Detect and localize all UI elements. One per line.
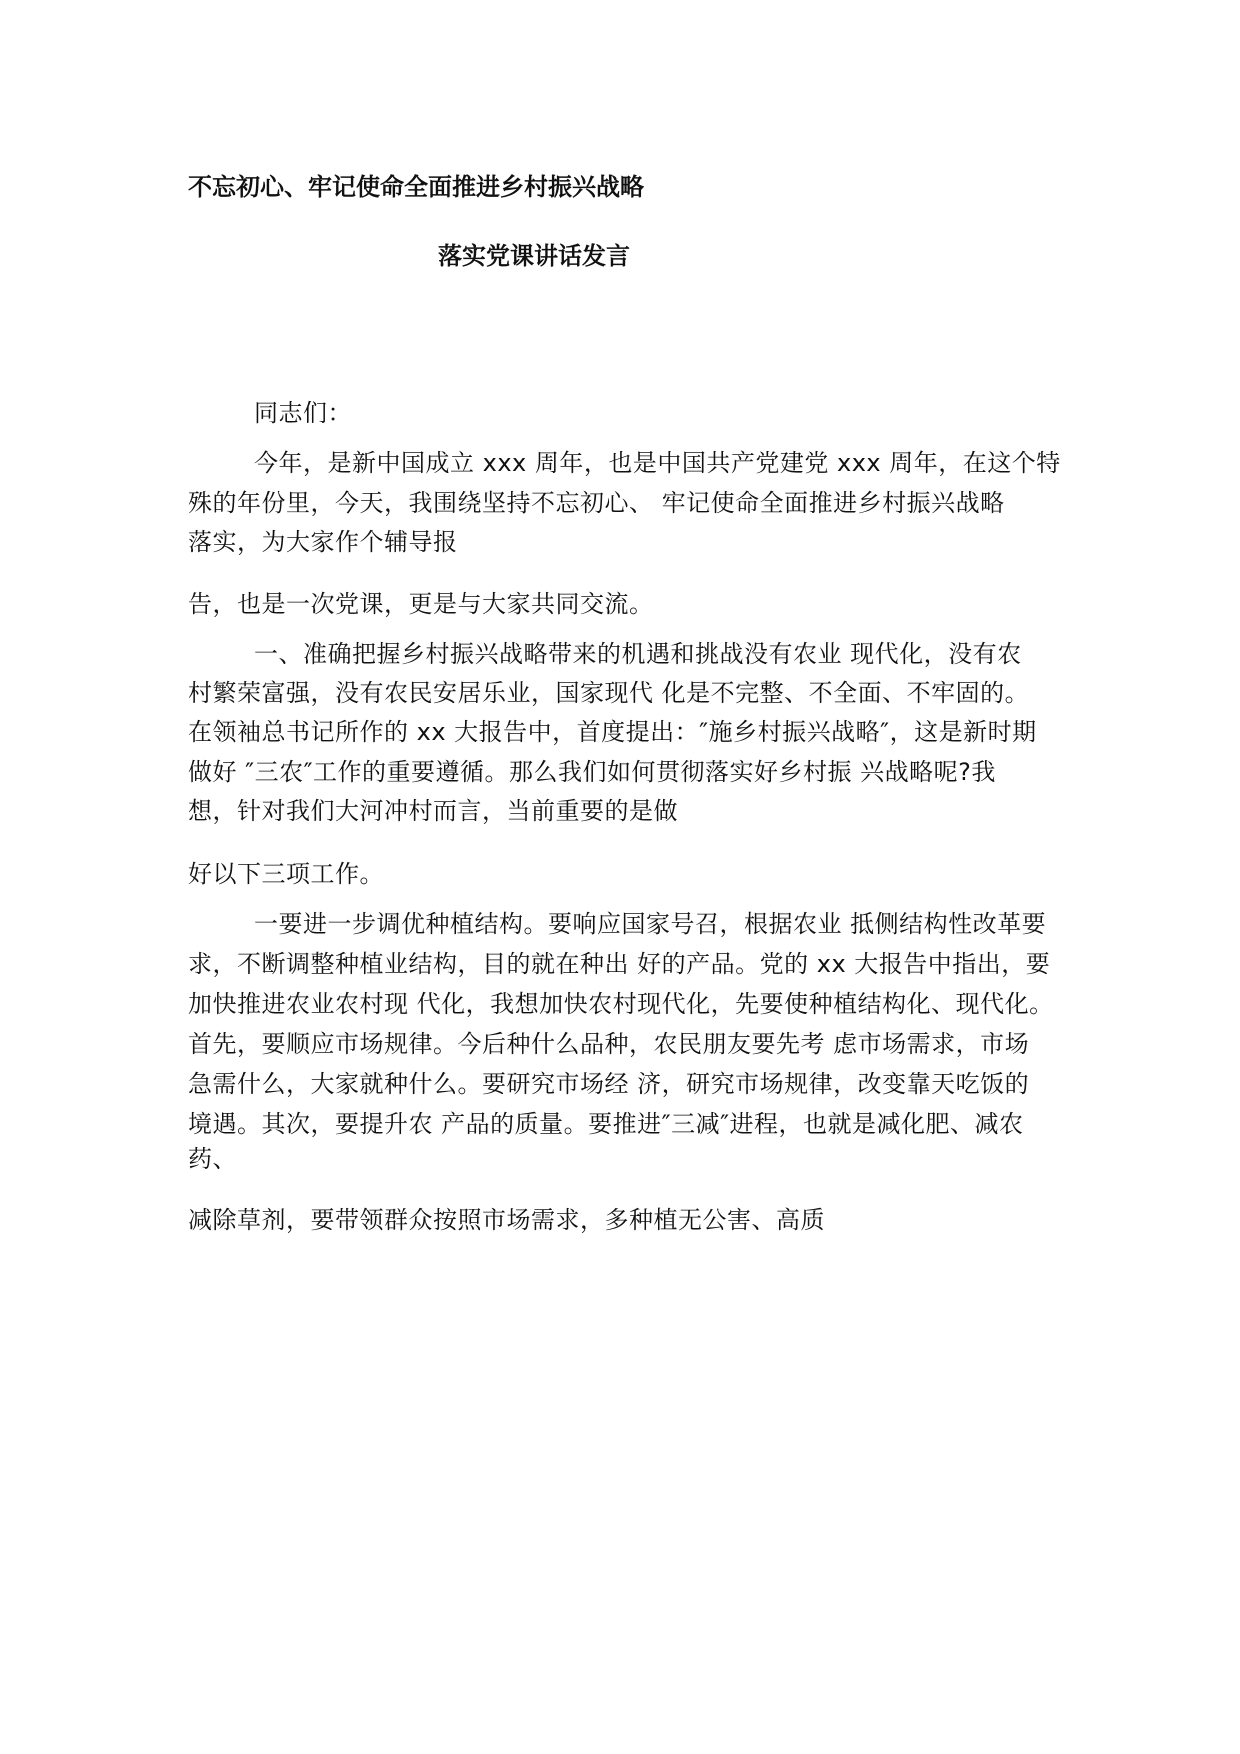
body-line: 村繁荣富强，没有农民安居乐业，国家现代 化是不完整、不全面、不牢固的。 bbox=[188, 679, 1030, 707]
body-line: 好以下三项工作。 bbox=[188, 860, 384, 888]
body-line: 告，也是一次党课，更是与大家共同交流。 bbox=[188, 590, 654, 618]
body-line: 急需什么，大家就种什么。要研究市场经 济，研究市场规律，改变靠天吃饭的 bbox=[188, 1070, 1030, 1098]
body-line: 加快推进农业农村现 代化，我想加快农村现代化，先要使种植结构化、现代化。 bbox=[188, 990, 1054, 1018]
document-title-line-1: 不忘初心、牢记使命全面推进乡村振兴战略 bbox=[188, 173, 644, 201]
body-line: 想，针对我们大河冲村而言，当前重要的是做 bbox=[188, 797, 678, 825]
document-title-line-2: 落实党课讲话发言 bbox=[438, 242, 630, 270]
body-line: 一、准确把握乡村振兴战略带来的机遇和挑战没有农业 现代化，没有农 bbox=[254, 640, 1022, 668]
body-line: 在领袖总书记所作的 xx 大报告中，首度提出：″施乡村振兴战略″，这是新时期 bbox=[188, 718, 1037, 746]
body-line: 殊的年份里，今天，我围绕坚持不忘初心、 牢记使命全面推进乡村振兴战略 bbox=[188, 489, 1005, 517]
body-line: 减除草剂，要带领群众按照市场需求，多种植无公害、高质 bbox=[188, 1206, 825, 1234]
salutation-line: 同志们： bbox=[254, 399, 352, 427]
body-line: 药、 bbox=[188, 1145, 237, 1173]
body-line: 落实，为大家作个辅导报 bbox=[188, 528, 458, 556]
body-line: 求，不断调整种植业结构，目的就在种出 好的产品。党的 xx 大报告中指出，要 bbox=[188, 950, 1051, 978]
body-line: 今年，是新中国成立 xxx 周年，也是中国共产党建党 xxx 周年，在这个特 bbox=[254, 449, 1061, 477]
body-line: 境遇。其次，要提升农 产品的质量。要推进″三减″进程，也就是减化肥、减农 bbox=[188, 1110, 1024, 1138]
body-line: 做好 ″三农″工作的重要遵循。那么我们如何贯彻落实好乡村振 兴战略呢?我 bbox=[188, 758, 996, 786]
body-line: 首先，要顺应市场规律。今后种什么品种，农民朋友要先考 虑市场需求，市场 bbox=[188, 1030, 1030, 1058]
body-line: 一要进一步调优种植结构。要响应国家号召，根据农业 抵侧结构性改革要 bbox=[254, 910, 1047, 938]
